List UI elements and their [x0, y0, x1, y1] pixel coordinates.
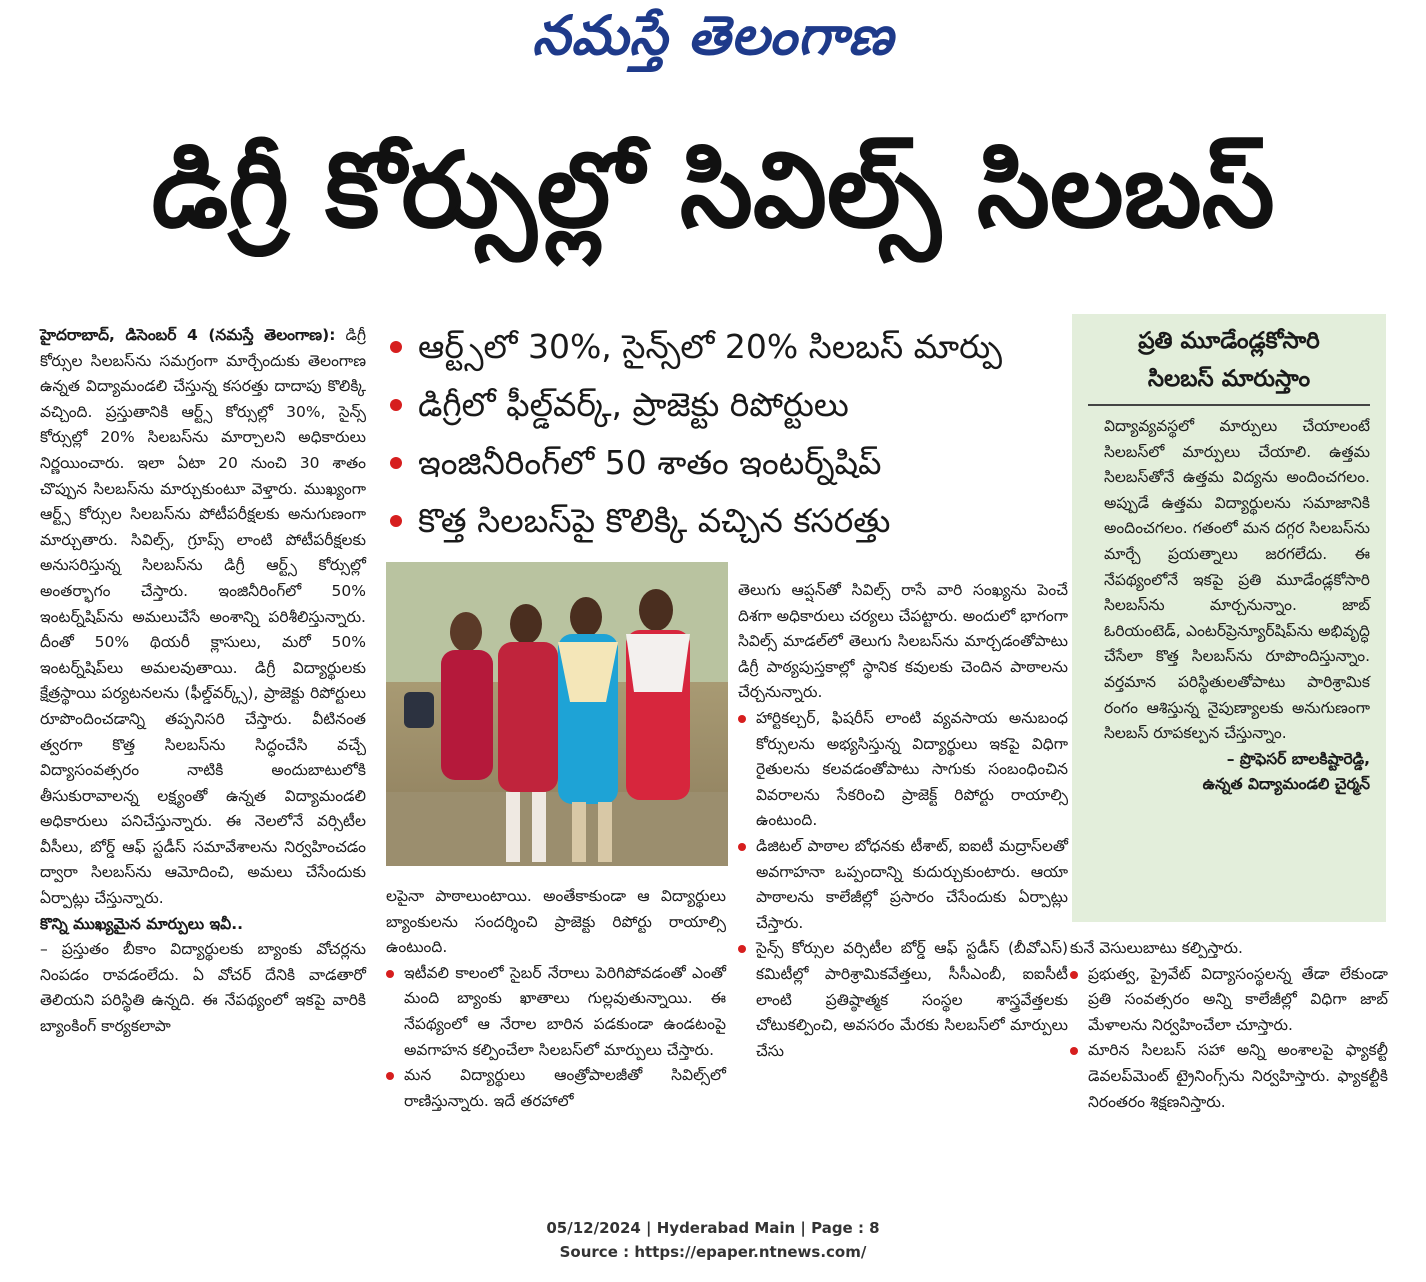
footer-date-line: 05/12/2024 | Hyderabad Main | Page : 8 — [546, 1219, 880, 1237]
list-item: మారిన సిలబస్ సహా అన్ని అంశాలపై ఫ్యాకల్టీ డెవలప్‌మెంట్ ట్రైనింగ్స్‌ను నిర్వహిస్తారు. ఫ్యాకల్టీకి నిరంతరం శిక్షణనిస్తారు. — [1070, 1038, 1388, 1115]
highlight-bullets — [390, 318, 1060, 550]
dateline: హైదరాబాద్, డిసెంబర్ 4 (నమస్తే తెలంగాణ): — [40, 326, 336, 344]
article-body-cont: తెలుగు ఆప్షన్‌తో సివిల్స్ రాసే వారి సంఖ్యను పెంచే దిశగా అధికారులు చర్యలు చేపట్టారు. అందులో భాగంగా సివిల్స్ మాడల్‌లో తెలుగు సిలబస్‌ను మార్చడంతోపాటు డిగ్రీ పాఠ్యపుస్తకాల్లో స్థానిక కవులకు చెందిన పాఠాలను చేర్చనున్నారు. — [738, 581, 1069, 702]
subhead: కొన్ని ముఖ్యమైన మార్పులు ఇవీ.. — [40, 914, 243, 933]
bullet-dot-icon — [390, 399, 402, 411]
list-item: ఇటీవలి కాలంలో సైబర్ నేరాలు పెరిగిపోవడంతో ఎంతో మంది బ్యాంకు ఖాతాలు గుల్లవుతున్నాయి. ఈ నేపథ్యంలో ఆ నేరాల బారిన పడకుండా ఉండటంపై అవగాహన కల్పించేలా సిలబస్‌లో మార్పులు చేస్తారు. — [386, 961, 726, 1063]
bullet-dot-icon — [390, 515, 402, 527]
highlight-bullet: కొత్త సిలబస్‌పై కొలిక్కి వచ్చిన కసరత్తు — [390, 492, 1060, 550]
footer-source-link[interactable]: Source : https://epaper.ntnews.com/ — [559, 1243, 867, 1261]
bullet-dot-icon — [738, 843, 746, 851]
article-body-cont: కునే వెసులుబాటు కల్పిస్తారు. — [1070, 939, 1243, 957]
article-body-2: – ప్రస్తుతం బీకాం విద్యార్థులకు బ్యాంకు వోచర్లను నింపడం రావడంలేదు. ఏ వోచర్ దేనికి వాడతారో తెలియని పరిస్థితి ఉన్నది. ఈ నేపథ్యంలో ఇకపై వారికి బ్యాంకింగ్ కార్యకలాపా — [40, 940, 366, 1036]
bullet-dot-icon — [386, 1072, 394, 1080]
sidebar-title: ప్రతి మూడేండ్లకోసారి సిలబస్ మారుస్తాం — [1138, 328, 1320, 392]
bullet-dot-icon — [386, 970, 394, 978]
photo-students-walking-icon — [386, 562, 728, 866]
bullet-dot-icon — [390, 341, 402, 353]
photo-illustration — [386, 562, 728, 866]
bullet-dot-icon — [1070, 971, 1078, 979]
headline: డిగ్రీ కోర్సుల్లో సివిల్స్ సిలబస్ — [151, 129, 1275, 251]
sidebar-body: విద్యావ్యవస్థలో మార్పులు చేయాలంటే సిలబస్‌లో మార్పులు చేయాలి. ఉత్తమ సిలబస్‌తోనే ఉత్తమ విద్యను అందించగలం. అప్పుడే ఉత్తమ విద్యార్థులను సమాజానికి అందించగలం. గతంలో మన దగ్గర సిలబస్‌ను మార్చే ప్రయత్నాలు జరగలేదు. ఈ నేపథ్యంలోనే ఇకపై ప్రతి మూడేండ్లకోసారి సిలబస్‌ను మార్చనున్నాం. జాబ్ ఓరియంటెడ్, ఎంటర్‌ప్రెన్యూర్‌షిప్‌ను అభివృద్ధి చేసేలా కొత్త సిలబస్‌ను రూపొందిస్తున్నాం. వర్తమాన పరిస్థితులతోపాటు పారిశ్రామిక రంగం ఆశిస్తున్న నైపుణ్యాలకు అనుగుణంగా సిలబస్ రూపకల్పన చేస్తున్నాం. — [1104, 417, 1370, 743]
article-body-cont: లపైనా పాఠాలుంటాయి. అంతేకాకుండా ఆ విద్యార్థులు బ్యాంకులను సందర్శించి ప్రాజెక్టు రిపోర్టు రాయాల్సి ఉంటుంది. — [386, 887, 726, 957]
bullet-dot-icon — [390, 457, 402, 469]
list-item: సైన్స్ కోర్సుల వర్సిటీల బోర్డ్ ఆఫ్ స్టడీస్ (బీవోఎస్) కమిటీల్లో పారిశ్రామికవేత్తలు, సీసీఎంబీ, ఐఐసీటీ లాంటి ప్రతిష్ఠాత్మక సంస్థల శాస్త్రవేత్తలకు చోటుకల్పించి, అవసరం మేరకు సిలబస్‌లో మార్పులు చేసు — [738, 936, 1068, 1064]
article-column-1 — [40, 323, 366, 1040]
article-column-4 — [1070, 936, 1388, 1115]
article-column-3 — [738, 578, 1068, 1064]
highlight-bullet: ఆర్ట్స్‌లో 30%, సైన్స్‌లో 20% సిలబస్ మార్పు — [390, 318, 1060, 376]
sidebar-signature: – ప్రొఫెసర్ బాలకిష్టారెడ్డి, ఉన్నత విద్యామండలి చైర్మన్ — [1202, 749, 1370, 794]
list-item: మన విద్యార్థులు ఆంత్రోపాలజీతో సివిల్స్‌లో రాణిస్తున్నారు. ఇదే తరహాలో — [386, 1063, 726, 1114]
sidebar-quote-box — [1072, 314, 1386, 922]
article-body: డిగ్రీ కోర్సుల సిలబస్‌ను సమగ్రంగా మార్చేందుకు తెలంగాణ ఉన్నత విద్యామండలి చేస్తున్న కసరత్తు దాదాపు కొలిక్కి వచ్చింది. ప్రస్తుతానికి ఆర్ట్స్ కోర్సుల్లో 30%, సైన్స్ కోర్సుల్లో 20% సిలబస్‌ను మార్చాలని అధికారులు నిర్ణయించారు. ఇలా ఏటా 20 నుంచి 30 శాతం చొప్పున సిలబస్‌ను మార్చుకుంటూ వెళ్తారు. ముఖ్యంగా ఆర్ట్స్ కోర్సుల సిలబస్‌ను పోటీపరీక్షలకు అనుగుణంగా మార్చుతారు. సివిల్స్, గ్రూప్స్ లాంటి పోటీపరీక్షలకు అనుసరిస్తున్న సిలబస్‌ను డిగ్రీ ఆర్ట్స్ కోర్సుల్లో అంతర్భాగం చేస్తారు. ఇంజినీరింగ్‌లో 50% ఇంటర్న్‌షిప్‌ను అమలుచేసే అంశాన్ని పరిశీలిస్తున్నారు. దీంతో 50% థియరీ క్లాసులు, మరో 50% ఇంటర్న్‌షిప్‌లు అమలవుతాయి. డిగ్రీ విద్యార్థులకు క్షేత్రస్థాయి పర్యటనలను (ఫీల్డ్‌వర్క్స్), ప్రాజెక్టు రిపోర్టులు రూపొందించడాన్ని తప్పనిసరి చేస్తారు. వీటినంత త్వరగా కొత్త సిలబస్‌ను సిద్ధంచేసి వచ్చే విద్యాసంవత్సరం నాటికి అందుబాటులోకి తీసుకురావాలన్న లక్ష్యంతో ఉన్నత విద్యామండలి అధికారులు పనిచేస్తున్నారు. ఈ నెలలోనే వర్సిటీల వీసీలు, బోర్డ్ ఆఫ్ స్టడీస్ సమావేశాలను నిర్వహించడం ద్వారా సిలబస్‌ను ఆమోదించి, అమలు చేసేందుకు ఏర్పాట్లు చేస్తున్నారు. — [40, 326, 367, 908]
article-column-2 — [386, 884, 726, 1114]
list-item: హార్టికల్చర్, ఫిషరీస్ లాంటి వ్యవసాయ అనుబంధ కోర్సులను అభ్యసిస్తున్న విద్యార్థులు ఇకపై విధిగా రైతులను కలవడంతోపాటు సాగుకు సంబంధించిన వివరాలను సేకరించి ప్రాజెక్ట్ రిపోర్టు రాయాల్సి ఉంటుంది. — [738, 706, 1068, 834]
list-item: ప్రభుత్వ, ప్రైవేట్ విద్యాసంస్థలన్న తేడా లేకుండా ప్రతి సంవత్సరం అన్ని కాలేజీల్లో విధిగా జాబ్ మేళాలను నిర్వహించేలా చూస్తారు. — [1070, 962, 1388, 1039]
bullet-dot-icon — [738, 945, 746, 953]
highlight-bullet: డిగ్రీలో ఫీల్డ్‌వర్క్, ప్రాజెక్టు రిపోర్టులు — [390, 376, 1060, 434]
bullet-dot-icon — [1070, 1047, 1078, 1055]
divider — [1088, 404, 1370, 406]
list-item: డిజిటల్ పాఠాల బోధనకు టీశాట్, ఐఐటీ మద్రాస్‌లతో అవగాహనా ఒప్పందాన్ని కుదుర్చుకుంటారు. ఆయా పాఠాలను కాలేజీల్లో ప్రసారం చేసేందుకు ఏర్పాట్లు చేస్తారు. — [738, 834, 1068, 936]
highlight-bullet: ఇంజినీరింగ్‌లో 50 శాతం ఇంటర్న్‌షిప్ — [390, 434, 1060, 492]
masthead-logo: నమస్తే తెలంగాణ — [532, 4, 894, 67]
bullet-dot-icon — [738, 715, 746, 723]
